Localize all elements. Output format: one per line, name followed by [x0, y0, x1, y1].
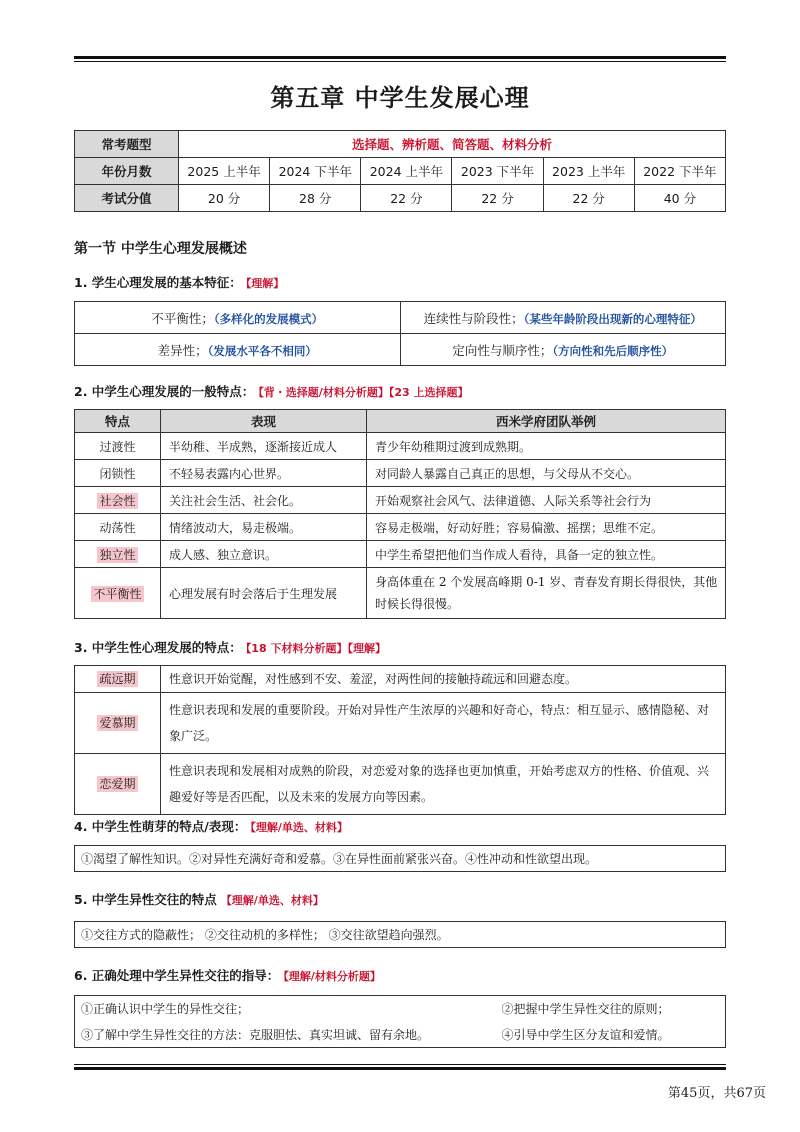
feature-label: 定向性与顺序性；	[452, 342, 553, 358]
trait-show: 情绪波动大，易走极端。	[161, 514, 367, 541]
trait-example: 开始观察社会风气、法律道德、人际关系等社会行为	[367, 487, 726, 514]
feature-note: （方向性和先后顺序性）	[552, 343, 674, 358]
year-cell: 2024 下半年	[270, 158, 361, 185]
score-cell: 40 分	[634, 185, 725, 212]
feature-label: 连续性与阶段性；	[423, 310, 524, 326]
trait-name: 不平衡性	[75, 568, 161, 619]
feature-note: （某些年龄阶段出现新的心理特征）	[523, 311, 702, 326]
years-row	[75, 158, 726, 185]
header-example: 西米学府团队举例	[367, 410, 726, 433]
feature-label: 不平衡性；	[151, 310, 214, 326]
exam-info-table	[74, 130, 726, 212]
stage-desc: 性意识表现和发展的重要阶段。开始对异性产生浓厚的兴趣和好奇心，特点：相互显示、感情隐秘、对象广泛。	[161, 693, 726, 754]
score-cell: 22 分	[543, 185, 634, 212]
table-row	[75, 568, 726, 619]
chapter-title: 第五章 中学生发展心理	[270, 84, 530, 112]
guide-item: ②把握中学生异性交往的原则；	[496, 996, 726, 1022]
q6-tag: 【理解/材料分析题】	[283, 970, 381, 983]
q5-heading	[74, 890, 324, 908]
guide-item: ④引导中学生区分友谊和爱情。	[496, 1022, 726, 1048]
score-cell: 22 分	[361, 185, 452, 212]
bottom-rule-thin	[74, 1064, 726, 1065]
trait-show: 成人感、独立意识。	[161, 541, 367, 568]
trait-name: 社会性	[75, 487, 161, 514]
q4-content: ①渴望了解性知识。②对异性充满好奇和爱慕。③在异性面前紧张兴奋。④性冲动和性欲望出现。	[75, 846, 726, 872]
feature-note: （多样化的发展模式）	[213, 311, 324, 326]
trait-example: 中学生希望把他们当作成人看待，具备一定的独立性。	[367, 541, 726, 568]
year-cell: 2023 下半年	[452, 158, 543, 185]
trait-example: 容易走极端，好动好胜；容易偏激、摇摆；思维不定。	[367, 514, 726, 541]
bottom-rule	[74, 1067, 726, 1070]
year-cell: 2024 上半年	[361, 158, 452, 185]
score-cell: 22 分	[452, 185, 543, 212]
guide-item: ①正确认识中学生的异性交往；	[75, 996, 496, 1022]
q2-tag: 【背・选择题/材料分析题】【23 上选择题】	[258, 386, 469, 399]
trait-show: 不轻易表露内心世界。	[161, 460, 367, 487]
stage-name: 爱慕期	[75, 693, 161, 754]
table-row	[75, 754, 726, 815]
table-row	[75, 433, 726, 460]
guide-item: ③了解中学生异性交往的方法：克服胆怯、真实坦诚、留有余地。	[75, 1022, 496, 1048]
years-label: 年份月数	[75, 158, 179, 185]
feature-label: 差异性；	[157, 342, 208, 358]
feature-cell	[400, 334, 726, 366]
page-number: 第45页，共67页	[667, 1086, 766, 1101]
q5-title: 5. 中学生异性交往的特点	[74, 892, 217, 907]
top-rule	[74, 56, 726, 59]
table-row	[75, 487, 726, 514]
q1-title: 1. 学生心理发展的基本特征：	[74, 275, 242, 290]
feature-cell	[400, 302, 726, 334]
q2-title: 2. 中学生心理发展的一般特点：	[74, 384, 255, 399]
q2-heading	[74, 382, 468, 400]
trait-example: 身高体重在 2 个发展高峰期 0-1 岁、青春发育期长得很快，其他时候长得很慢。	[367, 568, 726, 619]
scores-label: 考试分值	[75, 185, 179, 212]
q4-tag: 【理解/单选、材料】	[250, 821, 348, 834]
stage-name: 恋爱期	[75, 754, 161, 815]
q3-title: 3. 中学生性心理发展的特点：	[74, 640, 242, 655]
q1-tag: 【理解】	[245, 277, 285, 290]
year-cell: 2023 上半年	[543, 158, 634, 185]
basic-features-table	[74, 301, 726, 366]
table-row	[75, 541, 726, 568]
year-cell: 2025 上半年	[179, 158, 270, 185]
trait-example: 对同龄人暴露自己真正的思想，与父母从不交心。	[367, 460, 726, 487]
trait-name: 过渡性	[75, 433, 161, 460]
q5-tag: 【理解/单选、材料】	[220, 894, 324, 907]
q4-heading	[74, 817, 348, 835]
header-feature: 特点	[75, 410, 161, 433]
q3-tag: 【18 下材料分析题】【理解】	[245, 642, 386, 655]
feature-cell	[75, 334, 401, 366]
trait-name: 独立性	[75, 541, 161, 568]
scores-row	[75, 185, 726, 212]
feature-note: （发展水平各不相同）	[207, 343, 317, 358]
q5-box	[74, 921, 726, 948]
q1-heading	[74, 273, 284, 291]
table-row	[75, 666, 726, 693]
q6-heading	[74, 966, 381, 984]
q4-title: 4. 中学生性萌芽的特点/表现：	[74, 819, 247, 834]
trait-show: 半幼稚、半成熟，逐渐接近成人	[161, 433, 367, 460]
table-row	[75, 514, 726, 541]
score-cell: 20 分	[179, 185, 270, 212]
score-cell: 28 分	[270, 185, 361, 212]
stage-name: 疏远期	[75, 666, 161, 693]
trait-show: 关注社会生活、社会化。	[161, 487, 367, 514]
top-rule-thin	[74, 61, 726, 62]
q6-box	[74, 995, 726, 1048]
general-traits-table	[74, 409, 726, 619]
q3-heading	[74, 638, 386, 656]
q4-box	[74, 845, 726, 872]
question-types-row	[75, 131, 726, 158]
table-row	[75, 460, 726, 487]
feature-cell	[75, 302, 401, 334]
stage-desc: 性意识开始觉醒，对性感到不安、羞涩，对两性间的接触持疏远和回避态度。	[161, 666, 726, 693]
question-types-label: 常考题型	[75, 131, 179, 158]
q5-content: ①交往方式的隐蔽性； ②交往动机的多样性； ③交往欲望趋向强烈。	[75, 922, 726, 948]
q6-title: 6. 正确处理中学生异性交往的指导：	[74, 968, 280, 983]
question-types-value: 选择题、辨析题、简答题、材料分析	[179, 131, 726, 158]
trait-show: 心理发展有时会落后于生理发展	[161, 568, 367, 619]
stage-desc: 性意识表现和发展相对成熟的阶段，对恋爱对象的选择也更加慎重，开始考虑双方的性格、价值观、兴趣爱好等是否匹配，以及未来的发展方向等因素。	[161, 754, 726, 815]
trait-example: 青少年幼稚期过渡到成熟期。	[367, 433, 726, 460]
year-cell: 2022 下半年	[634, 158, 725, 185]
header-show: 表现	[161, 410, 367, 433]
trait-name: 动荡性	[75, 514, 161, 541]
trait-name: 闭锁性	[75, 460, 161, 487]
sexual-psychology-table	[74, 665, 726, 815]
section1-title: 第一节 中学生心理发展概述	[74, 241, 247, 257]
table-row	[75, 693, 726, 754]
